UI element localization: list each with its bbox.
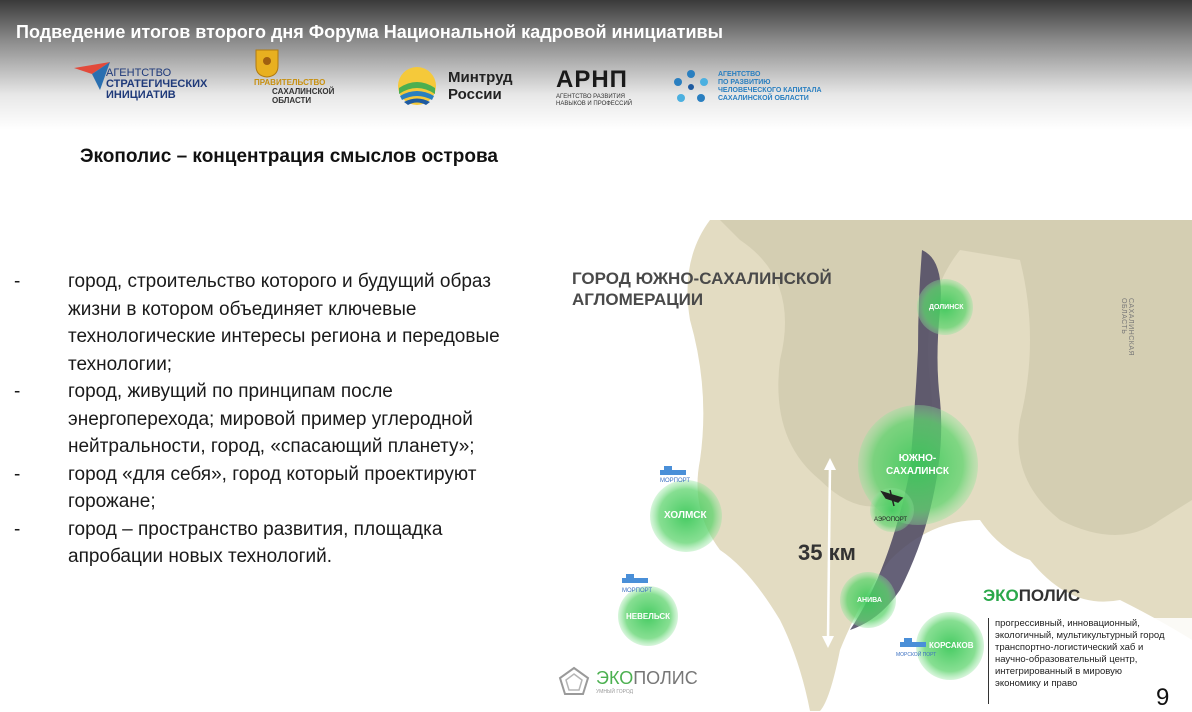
bullet-text: город, строительство которого и будущий образ жизни в котором объединяет ключевые технологические интересы региона и передовые технологии;: [68, 271, 500, 375]
footer-sub: УМНЫЙ ГОРОД: [596, 689, 698, 695]
distance-label: 35 км: [798, 540, 856, 566]
gov-text-1: ПРАВИТЕЛЬСТВО: [254, 78, 325, 87]
video-title: Подведение итогов второго дня Форума Национальной кадровой инициативы: [16, 22, 723, 43]
bullet-text: город «для себя», город который проектируют горожане;: [68, 464, 476, 513]
ecopolis-desc-line: транспортно-логистический хаб и: [995, 642, 1192, 654]
ecopolis-footer-logo: [558, 666, 698, 696]
arnp-name: АРНП: [556, 66, 628, 94]
bullet-item: [14, 461, 534, 516]
bullet-list: [14, 268, 534, 571]
label-port-nevelsk: МОРПОРТ: [622, 588, 652, 594]
slide-title: Экополис – концентрация смыслов острова: [80, 146, 498, 168]
bullet-item: [14, 378, 534, 461]
footer-polis: ПОЛИС: [633, 668, 698, 688]
bullet-item: [14, 516, 534, 571]
label-yuzhno-sakhalinsk: [886, 452, 949, 478]
label-aniva: АНИВА: [857, 597, 882, 604]
ecopolis-eco: ЭКО: [983, 586, 1019, 605]
gov-text-2: САХАЛИНСКОЙ: [272, 87, 334, 96]
footer-eco: ЭКО: [596, 668, 633, 688]
ecopolis-star-icon: [558, 666, 590, 696]
map-heading-line-2: АГЛОМЕРАЦИИ: [572, 289, 832, 310]
label-kholmsk: ХОЛМСК: [664, 510, 707, 521]
ecopolis-title: [983, 586, 1080, 606]
ecopolis-desc-line: экономику и право: [995, 678, 1192, 690]
mintrud-text-2: России: [448, 86, 513, 103]
agency-text-4: САХАЛИНСКОЙ ОБЛАСТИ: [718, 95, 822, 103]
label-yuzhno-line-1: ЮЖНО-: [886, 452, 949, 465]
label-port-korsakov: МОРСКОЙ ПОРТ: [896, 652, 936, 658]
bullet-text: город – пространство развития, площадка апробации новых технологий.: [68, 519, 442, 568]
bullet-dash: -: [14, 516, 20, 544]
side-region-label: САХАЛИНСКАЯ ОБЛАСТЬ: [1120, 298, 1134, 378]
bullet-text: город, живущий по принципам после энергоперехода; мировой пример углеродной нейтральности, город, «спасающий планету»;: [68, 381, 475, 457]
gov-text-3: ОБЛАСТИ: [272, 96, 311, 105]
agency-text-2: ПО РАЗВИТИЮ: [718, 79, 822, 87]
bullet-dash: -: [14, 461, 20, 489]
coat-of-arms-icon: [254, 48, 280, 78]
bullet-dash: -: [14, 378, 20, 406]
ecopolis-desc-line: прогрессивный, инновационный,: [995, 618, 1192, 630]
arnp-sub-1: АГЕНТСТВО РАЗВИТИЯ: [556, 94, 625, 101]
label-dolinsk: ДОЛИНСК: [929, 304, 964, 311]
agency-text-3: ЧЕЛОВЕЧЕСКОГО КАПИТАЛА: [718, 87, 822, 95]
ecopolis-desc-line: научно-образовательный центр,: [995, 654, 1192, 666]
ecopolis-desc-line: интегрированный в мировую: [995, 666, 1192, 678]
mintrud-logo: [396, 64, 513, 108]
label-korsakov: КОРСАКОВ: [929, 641, 973, 650]
government-logo: [254, 48, 334, 105]
label-nevelsk: НЕВЕЛЬСК: [626, 612, 670, 621]
map-heading-line-1: ГОРОД ЮЖНО-САХАЛИНСКОЙ: [572, 268, 832, 289]
label-port-kholmsk: МОРПОРТ: [660, 478, 690, 484]
ecopolis-desc-line: экологичный, мультикультурный город: [995, 630, 1192, 642]
bullet-item: [14, 268, 534, 378]
asi-text-1: АГЕНТСТВО: [106, 68, 207, 79]
label-yuzhno-line-2: САХАЛИНСК: [886, 465, 949, 478]
arnp-logo: [556, 66, 632, 108]
asi-logo: [70, 52, 207, 101]
map-heading: [572, 268, 832, 310]
people-circle-icon: [672, 68, 710, 106]
human-capital-agency-logo: [672, 68, 822, 106]
page-number: 9: [1156, 684, 1169, 712]
ecopolis-polis: ПОЛИС: [1019, 586, 1080, 605]
mintrud-emblem-icon: [396, 64, 438, 108]
bullet-dash: -: [14, 268, 20, 296]
asi-text-3: ИНИЦИАТИВ: [106, 90, 207, 101]
mintrud-text-1: Минтруд: [448, 69, 513, 86]
label-airport: АЭРОПОРТ: [874, 517, 907, 523]
arnp-sub-2: НАВЫКОВ И ПРОФЕССИЙ: [556, 101, 632, 108]
asi-text-2: СТРАТЕГИЧЕСКИХ: [106, 79, 207, 90]
agency-text-1: АГЕНТСТВО: [718, 71, 822, 79]
